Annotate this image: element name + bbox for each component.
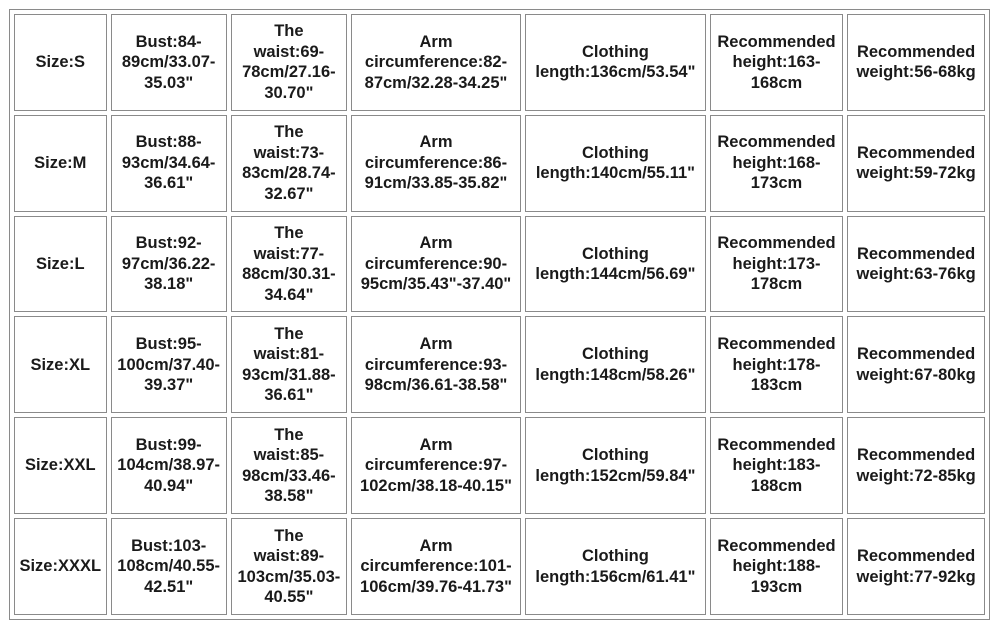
size-cell: Size:L <box>14 216 107 313</box>
clothing-length-cell: Clothing length:156cm/61.41" <box>525 518 706 615</box>
recommended-height-cell: Recommended height:163- 168cm <box>710 14 843 111</box>
recommended-height-cell: Recommended height:183- 188cm <box>710 417 843 514</box>
size-cell: Size:S <box>14 14 107 111</box>
table-row-xxxl <box>14 518 985 615</box>
recommended-weight-cell: Recommended weight:67-80kg <box>847 316 985 413</box>
bust-cell: Bust:88- 93cm/34.64- 36.61" <box>111 115 227 212</box>
size-cell: Size:XXXL <box>14 518 107 615</box>
arm-circumference-cell: Arm circumference:82- 87cm/32.28-34.25" <box>351 14 521 111</box>
arm-circumference-cell: Arm circumference:90- 95cm/35.43"-37.40" <box>351 216 521 313</box>
recommended-weight-cell: Recommended weight:59-72kg <box>847 115 985 212</box>
recommended-height-cell: Recommended height:178- 183cm <box>710 316 843 413</box>
table-row-xxl <box>14 417 985 514</box>
arm-circumference-cell: Arm circumference:97- 102cm/38.18-40.15" <box>351 417 521 514</box>
waist-cell: The waist:89- 103cm/35.03- 40.55" <box>231 518 347 615</box>
table-row-m <box>14 115 985 212</box>
recommended-weight-cell: Recommended weight:56-68kg <box>847 14 985 111</box>
arm-circumference-cell: Arm circumference:101- 106cm/39.76-41.73" <box>351 518 521 615</box>
arm-circumference-cell: Arm circumference:86- 91cm/33.85-35.82" <box>351 115 521 212</box>
table-row-s <box>14 14 985 111</box>
clothing-length-cell: Clothing length:148cm/58.26" <box>525 316 706 413</box>
arm-circumference-cell: Arm circumference:93- 98cm/36.61-38.58" <box>351 316 521 413</box>
recommended-weight-cell: Recommended weight:72-85kg <box>847 417 985 514</box>
waist-cell: The waist:85- 98cm/33.46- 38.58" <box>231 417 347 514</box>
table-row-xl <box>14 316 985 413</box>
recommended-height-cell: Recommended height:173- 178cm <box>710 216 843 313</box>
clothing-length-cell: Clothing length:140cm/55.11" <box>525 115 706 212</box>
recommended-weight-cell: Recommended weight:77-92kg <box>847 518 985 615</box>
size-cell: Size:XXL <box>14 417 107 514</box>
recommended-height-cell: Recommended height:168- 173cm <box>710 115 843 212</box>
size-chart-table <box>9 9 990 620</box>
bust-cell: Bust:95- 100cm/37.40- 39.37" <box>111 316 227 413</box>
table-row-l <box>14 216 985 313</box>
bust-cell: Bust:99- 104cm/38.97- 40.94" <box>111 417 227 514</box>
recommended-height-cell: Recommended height:188- 193cm <box>710 518 843 615</box>
waist-cell: The waist:81- 93cm/31.88- 36.61" <box>231 316 347 413</box>
bust-cell: Bust:84- 89cm/33.07- 35.03" <box>111 14 227 111</box>
size-cell: Size:M <box>14 115 107 212</box>
recommended-weight-cell: Recommended weight:63-76kg <box>847 216 985 313</box>
waist-cell: The waist:77- 88cm/30.31- 34.64" <box>231 216 347 313</box>
waist-cell: The waist:69- 78cm/27.16- 30.70" <box>231 14 347 111</box>
clothing-length-cell: Clothing length:152cm/59.84" <box>525 417 706 514</box>
bust-cell: Bust:92- 97cm/36.22- 38.18" <box>111 216 227 313</box>
clothing-length-cell: Clothing length:144cm/56.69" <box>525 216 706 313</box>
waist-cell: The waist:73- 83cm/28.74- 32.67" <box>231 115 347 212</box>
size-cell: Size:XL <box>14 316 107 413</box>
bust-cell: Bust:103- 108cm/40.55- 42.51" <box>111 518 227 615</box>
clothing-length-cell: Clothing length:136cm/53.54" <box>525 14 706 111</box>
